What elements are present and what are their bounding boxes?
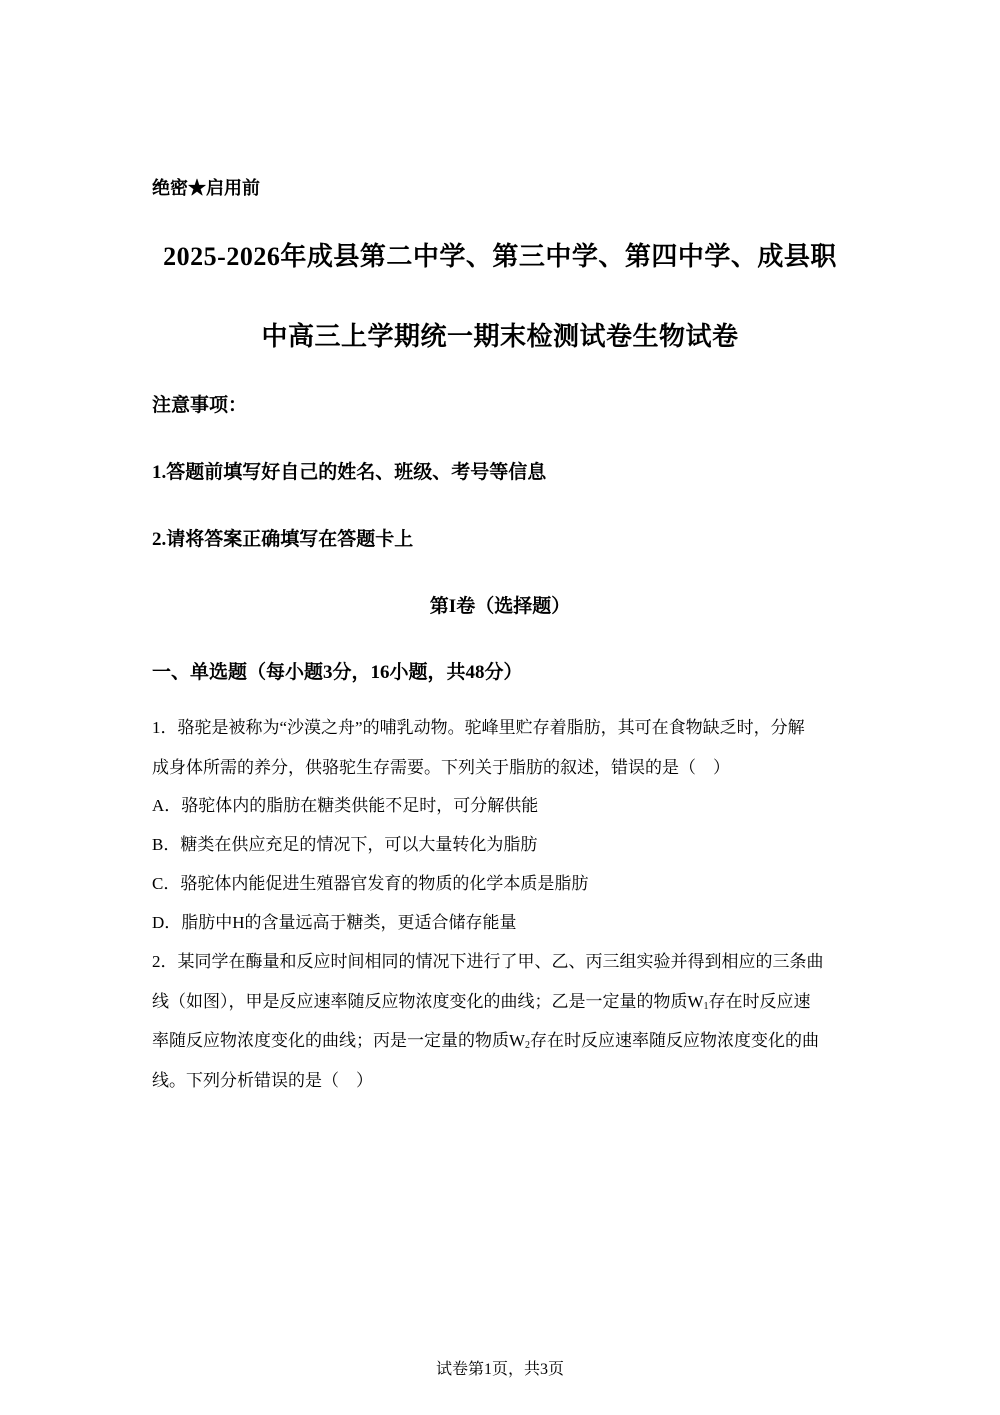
exam-title-line-1: 2025-2026年成县第二中学、第三中学、第四中学、成县职 [163,242,837,271]
section-title: 一、单选题（每小题3分，16小题，共48分） [152,662,523,683]
question-2-stem-line: 线。下列分析错误的是（ ） [152,1071,373,1090]
question-1-option-d: D．脂肪中H的含量远高于糖类，更适合储存能量 [152,913,517,932]
page-footer: 试卷第1页，共3页 [435,1361,564,1378]
question-2-text: 线（如图），甲是反应速率随反应物浓度变化的曲线；乙是一定量的物质W [152,992,704,1011]
question-1-option-b: B．糖类在供应充足的情况下，可以大量转化为脂肪 [152,835,538,854]
subscript: 1 [703,1001,709,1012]
confidential-label: 绝密★启用前 [152,178,260,198]
question-1-stem-line: 成身体所需的养分，供骆驼生存需要。下列关于脂肪的叙述，错误的是（ ） [152,758,730,777]
question-2-stem-line [152,987,811,1012]
question-1-stem-line: 1．骆驼是被称为“沙漠之舟”的哺乳动物。驼峰里贮存着脂肪，其可在食物缺乏时，分解 [152,718,805,737]
notice-item: 1.答题前填写好自己的姓名、班级、考号等信息 [152,462,547,483]
notice-heading: 注意事项： [152,395,248,416]
notice-item: 2.请将答案正确填写在答题卡上 [152,529,414,550]
subscript: 2 [525,1040,531,1051]
question-2-text: 存在时反应速率随反应物浓度变化的曲 [530,1031,820,1050]
volume-title: 第I卷（选择题） [429,596,571,617]
question-2-stem-line [152,1026,819,1051]
exam-title-line-2: 中高三上学期统一期末检测试卷生物试卷 [261,322,739,351]
question-2-text: 率随反应物浓度变化的曲线；丙是一定量的物质W [152,1031,526,1050]
question-2-stem-line: 2．某同学在酶量和反应时间相同的情况下进行了甲、乙、丙三组实验并得到相应的三条曲 [152,952,824,971]
question-1-option-a: A．骆驼体内的脂肪在糖类供能不足时，可分解供能 [152,796,539,815]
question-2-text: 存在时反应速 [708,992,811,1011]
question-1-option-c: C．骆驼体内能促进生殖器官发育的物质的化学本质是脂肪 [152,874,589,893]
